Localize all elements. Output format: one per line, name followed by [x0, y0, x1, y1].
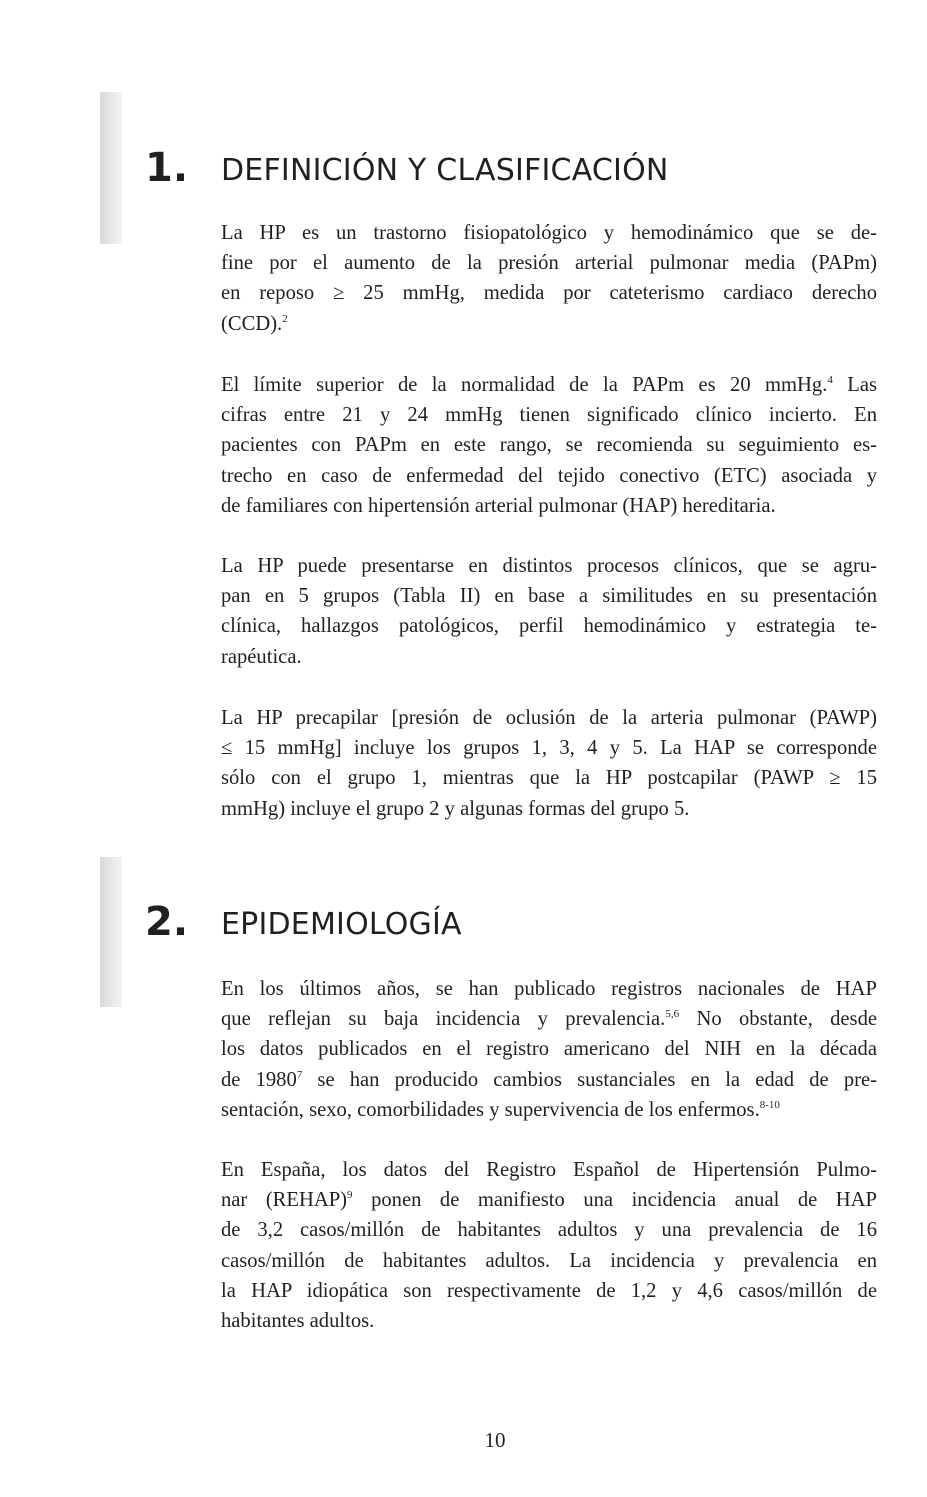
citation-superscript: 8-10	[759, 1098, 780, 1111]
citation-superscript: 2	[282, 312, 288, 325]
text-line	[221, 1095, 877, 1125]
text-line: pacientes con PAPm en este rango, se recomienda su seguimiento es-	[221, 434, 877, 457]
section-1-paragraph-2	[221, 370, 877, 521]
text-line: fine por el aumento de la presión arterial pulmonar media (PAPm)	[221, 252, 877, 275]
text-fragment: sentación, sexo, comorbilidades y supervivencia de los enfermos.	[221, 1098, 760, 1121]
text-fragment: (CCD).	[221, 312, 283, 335]
text-line: pan en 5 grupos (Tabla II) en base a similitudes en su presentación	[221, 585, 877, 608]
section-1-paragraph-3	[221, 551, 877, 672]
text-line: La HP puede presentarse en distintos procesos clínicos, que se agru-	[221, 555, 877, 577]
text-line: rapéutica.	[221, 645, 302, 668]
text-line: trecho en caso de enfermedad del tejido conectivo (ETC) asociada y	[221, 464, 877, 487]
citation-superscript: 7	[296, 1068, 303, 1081]
section-2-paragraph-1	[221, 974, 877, 1125]
text-line	[221, 1004, 877, 1034]
section-2-number: 2.	[145, 899, 189, 945]
text-line: cifras entre 21 y 24 mmHg tienen significado clínico incierto. En	[221, 404, 877, 427]
text-fragment: nar (REHAP)	[221, 1189, 348, 1212]
text-line: ≤ 15 mmHg] incluye los grupos 1, 3, 4 y 5. La HAP se corresponde	[221, 737, 877, 760]
text-line: En España, los datos del Registro Español de Hipertensión Pulmo-	[221, 1159, 877, 1181]
section-1-number: 1.	[145, 145, 189, 191]
text-line	[221, 1185, 877, 1215]
text-line: mmHg) incluye el grupo 2 y algunas formas del grupo 5.	[221, 797, 690, 820]
text-fragment: El límite superior de la normalidad de la PAPm es 20 mmHg.	[221, 374, 828, 396]
section-1-paragraph-4	[221, 703, 877, 824]
text-line: La HP es un trastorno fisiopatológico y hemodinámico que se de-	[221, 222, 877, 244]
text-line: sólo con el grupo 1, mientras que la HP postcapilar (PAWP ≥ 15	[221, 767, 877, 790]
text-fragment: que reflejan su baja incidencia y prevalencia.	[221, 1008, 666, 1031]
section-1-paragraph-1	[221, 218, 877, 339]
text-line: La HP precapilar [presión de oclusión de la arteria pulmonar (PAWP)	[221, 707, 877, 729]
page-number: 10	[484, 1428, 506, 1452]
text-fragment: de 1980	[221, 1068, 297, 1091]
text-line: clínica, hallazgos patológicos, perfil hemodinámico y estrategia te-	[221, 615, 877, 638]
text-line: de familiares con hipertensión arterial pulmonar (HAP) hereditaria.	[221, 494, 776, 517]
citation-superscript: 4	[827, 374, 833, 386]
section-1-marker-bar	[100, 92, 122, 244]
text-line: de 3,2 casos/millón de habitantes adultos y una prevalencia de 16	[221, 1219, 877, 1242]
text-fragment: se han producido cambios sustanciales en la edad de pre-	[302, 1068, 877, 1091]
text-line: en reposo ≥ 25 mmHg, medida por cateterismo cardiaco derecho	[221, 282, 877, 305]
section-1-title: DEFINICIÓN Y CLASIFICACIÓN	[221, 153, 669, 188]
section-2-paragraph-2	[221, 1155, 877, 1336]
text-fragment: Las	[832, 374, 878, 396]
text-line	[221, 1065, 877, 1095]
text-fragment: ponen de manifiesto una incidencia anual de HAP	[352, 1189, 877, 1212]
text-fragment: No obstante, desde	[679, 1008, 878, 1031]
text-line	[221, 370, 877, 400]
text-line: la HAP idiopática son respectivamente de 1,2 y 4,6 casos/millón de	[221, 1279, 877, 1302]
text-line: habitantes adultos.	[221, 1310, 375, 1333]
text-line: casos/millón de habitantes adultos. La incidencia y prevalencia en	[221, 1249, 877, 1272]
text-line: los datos publicados en el registro americano del NIH en la década	[221, 1038, 877, 1061]
section-2-marker-bar	[100, 857, 122, 1007]
text-line	[221, 309, 877, 339]
citation-superscript: 5,6	[665, 1008, 680, 1021]
text-line: En los últimos años, se han publicado registros nacionales de HAP	[221, 978, 877, 1000]
section-2-title: EPIDEMIOLOGÍA	[221, 907, 462, 942]
citation-superscript: 9	[347, 1189, 353, 1202]
